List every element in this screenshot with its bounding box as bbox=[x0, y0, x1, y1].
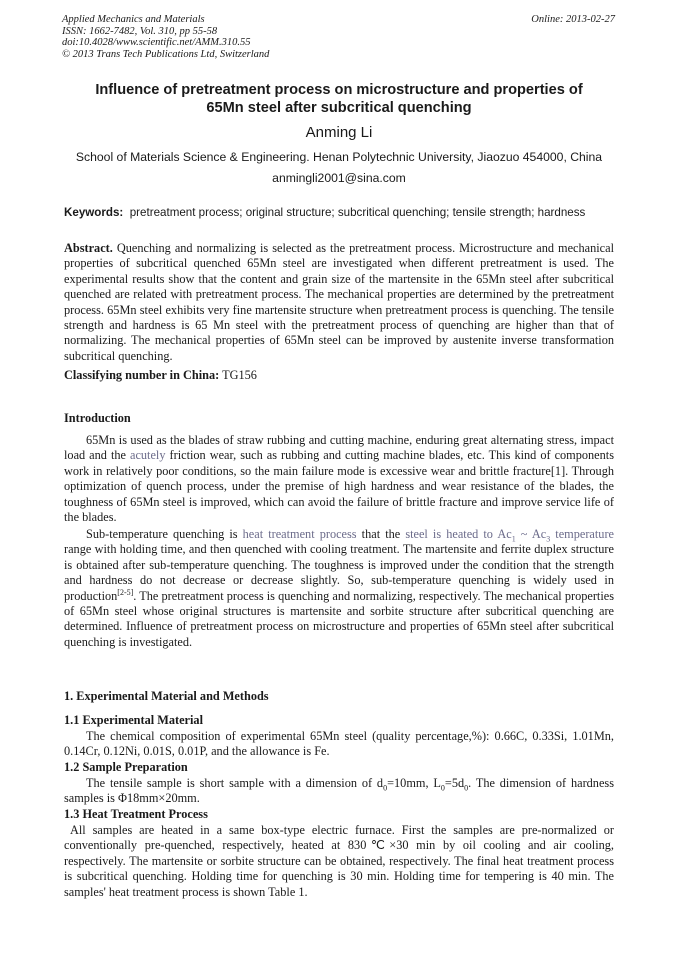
intro-p2-subscript-2: 3 bbox=[546, 534, 551, 544]
keywords-label: Keywords: bbox=[64, 206, 124, 219]
journal-name: Applied Mechanics and Materials bbox=[62, 14, 205, 25]
intro-p2-highlight-3: ~ Ac bbox=[515, 527, 547, 541]
intro-p2-subscript-1: 1 bbox=[511, 534, 516, 544]
s12-sub-3: 0 bbox=[464, 783, 469, 793]
s12-sub-2: 0 bbox=[440, 783, 445, 793]
title-line-2: 65Mn steel after subcritical quenching bbox=[206, 100, 472, 116]
intro-p2-highlight-4: temperature bbox=[555, 527, 614, 541]
abstract-block bbox=[64, 241, 614, 364]
intro-p2-text-d: . The pretreatment process is quenching and normalizing, respectively. The mechanical properties of 65Mn steel whose original structures is martensite and sorbite structure after subcritical quenching are determined. Influence of pretreatment process on microstructure and properties of 65Mn steel after subcritical quenching is investigated. bbox=[64, 588, 614, 649]
intro-p2-highlight-2: steel is heated to Ac bbox=[405, 527, 512, 541]
journal-header bbox=[62, 14, 615, 60]
issn-line: ISSN: 1662-7482, Vol. 310, pp 55-58 bbox=[62, 25, 218, 37]
paper-title bbox=[40, 81, 638, 117]
methods-heading: 1. Experimental Material and Methods bbox=[64, 689, 269, 703]
intro-p2-text-c: range with holding time, and then quenched with cooling treatment. The martensite and ferrite duplex structure is obtained after sub-temperature quenching. The toughness is improved under the condition that the strength and hardness do not decrease or decrease slightly. So, sub-temperature quenching is widely used in production bbox=[64, 542, 614, 603]
section-1-1-text: The chemical composition of experimental 65Mn steel (quality percentage,%): 0.66C, 0.33Si, 1.01Mn, 0.14Cr, 0.12Ni, 0.01S, 0.01P, and the allowance is Fe. bbox=[64, 729, 614, 759]
section-1-1-heading: 1.1 Experimental Material bbox=[64, 713, 203, 727]
classify-label: Classifying number in China: bbox=[64, 368, 220, 382]
section-1-2-heading: 1.2 Sample Preparation bbox=[64, 760, 188, 774]
s12-text-b: =10mm, L bbox=[387, 776, 441, 790]
section-1-2-text bbox=[64, 776, 614, 807]
intro-p2-citation: [2-5] bbox=[117, 587, 134, 597]
introduction-heading: Introduction bbox=[64, 411, 131, 425]
keywords-text: pretreatment process; original structure; subcritical quenching; tensile strength; hardness bbox=[129, 206, 586, 219]
section-1-3-heading: 1.3 Heat Treatment Process bbox=[64, 807, 208, 821]
s12-text-c: =5d bbox=[444, 776, 465, 790]
keywords-block bbox=[64, 206, 614, 221]
s12-text-d: . The dimension of hardness samples is Φ18mm×20mm. bbox=[64, 776, 614, 806]
section-1-3-text: All samples are heated in a same box-type electric furnace. First the samples are pre-normalized or conventionally pre-quenched, respectively, heated at 830℃×30 min by oil cooling and air cooling, respectively. The martensite or sorbite structure can be obtained, respectively. The final heat treatment process is subcritical quenching. Holding time for quenching is 30 min. Holding time for tempering is 40 min. The samples' heat treatment process is shown Table 1. bbox=[64, 823, 614, 899]
intro-paragraph-1 bbox=[64, 433, 614, 525]
author-affiliation: School of Materials Science & Engineering. Henan Polytechnic University, Jiaozuo 454000, China bbox=[75, 150, 603, 164]
abstract-label: Abstract. bbox=[64, 241, 113, 255]
intro-p2-highlight-1: heat treatment process bbox=[242, 527, 357, 541]
doi-line: doi:10.4028/www.scientific.net/AMM.310.55 bbox=[62, 37, 251, 48]
copyright-line: © 2013 Trans Tech Publications Ltd, Switzerland bbox=[62, 48, 270, 60]
classify-value: TG156 bbox=[222, 368, 257, 382]
classifying-number bbox=[64, 368, 614, 383]
intro-p1-text-b: friction wear, such as rubbing and cutting machine blades, etc. This kind of components work in relatively poor conditions, so the main failure mode is excessive wear and brittle fracture[1]. Through optimization of quench process, under the premise of high hardness and wear resistance of the blades, the toughness of 65Mn steel is improved, which can avoid the failure of brittle fracture and improve service life of the blades. bbox=[64, 448, 614, 525]
intro-p1-text-a: 65Mn is used as the blades of straw rubbing and cutting machine, enduring great alternating stress, impact load and the bbox=[64, 433, 614, 463]
intro-p2-text-b: that the bbox=[356, 527, 406, 541]
author-email: anmingli2001@sina.com bbox=[272, 171, 406, 185]
intro-p1-highlight: acutely bbox=[129, 448, 166, 463]
s12-text-a: The tensile sample is short sample with a dimension of d bbox=[86, 776, 384, 790]
s12-sub-1: 0 bbox=[383, 783, 388, 793]
author-name: Anming Li bbox=[305, 124, 373, 141]
online-date: Online: 2013-02-27 bbox=[531, 14, 615, 25]
intro-paragraph-2 bbox=[64, 527, 614, 650]
abstract-text: Quenching and normalizing is selected as the pretreatment process. Microstructure and mechanical properties of subcritical quenched 65Mn steel are investigated when different pretreatment is used. The experimental results show that the content and grain size of the martensite in the 65Mn steel after subcritical quenched are related with pretreatment process. The mechanical properties are determined by the pretreatment process. 65Mn steel exhibits very fine martensite structure when pretreatment process is quenching. The tensile strength and hardness is 65 Mn steel with the pretreatment process of quenching are higher than that of normalizing. The mechanical properties of 65Mn steel can be improved by austenite inverse transformation subcritical quenching. bbox=[64, 241, 614, 363]
title-line-1: Influence of pretreatment process on microstructure and properties of bbox=[95, 82, 583, 98]
intro-p2-text-a: Sub-temperature quenching is bbox=[86, 527, 243, 541]
